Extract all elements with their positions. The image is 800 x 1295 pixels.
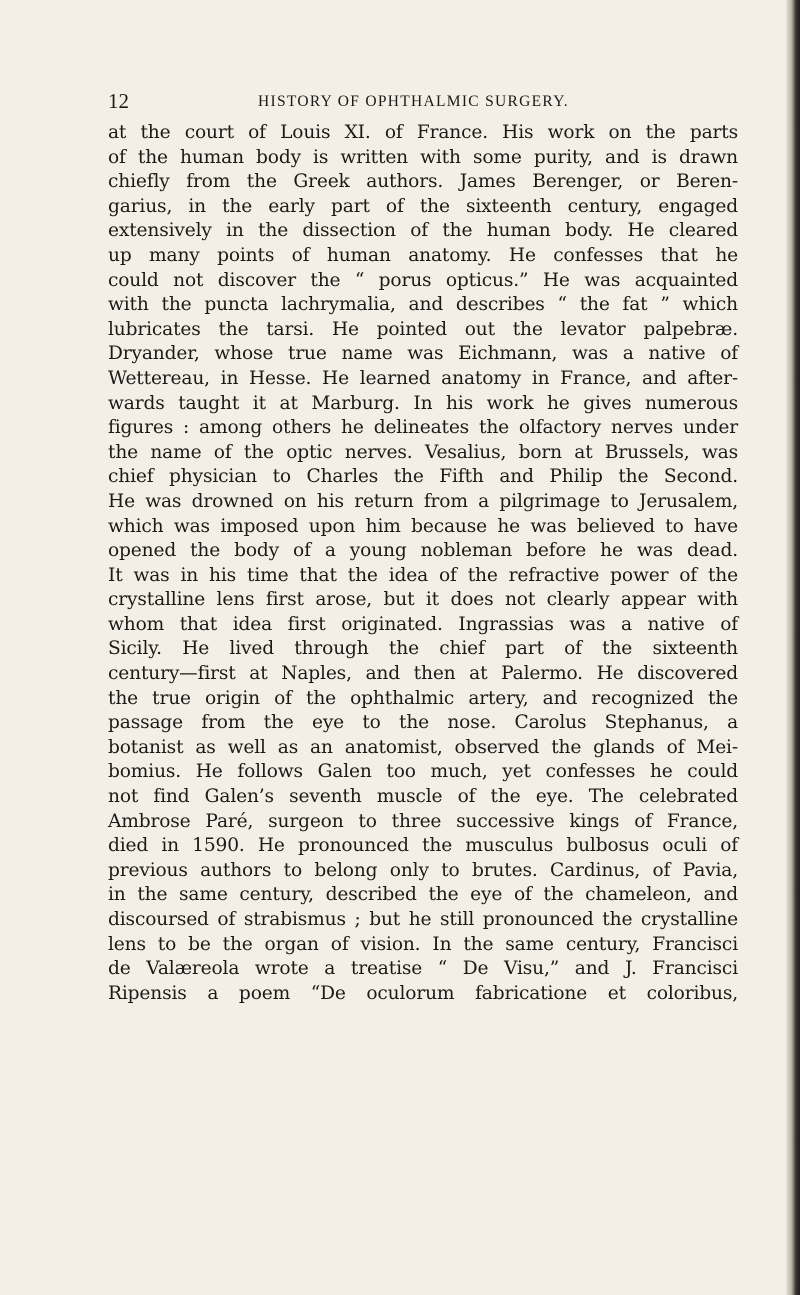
page-header: [108, 88, 718, 114]
text-line: Wettereau, in Hesse. He learned anatomy in France, and after-: [108, 367, 738, 389]
text-line: bomius. He follows Galen too much, yet confesses he could: [108, 761, 738, 783]
text-line: which was imposed upon him because he was believed to have: [108, 515, 738, 537]
text-line: Sicily. He lived through the chief part of the sixteenth: [108, 638, 738, 660]
body-text: [108, 121, 738, 1006]
text-line: de Valæreola wrote a treatise “ De Visu,” and J. Francisci: [108, 958, 738, 980]
text-line: of the human body is written with some purity, and is drawn: [108, 146, 738, 168]
text-line: figures : among others he delineates the olfactory nerves under: [108, 417, 738, 439]
text-line: It was in his time that the idea of the refractive power of the: [108, 564, 738, 586]
text-line: could not discover the “ porus opticus.” He was acquainted: [108, 269, 738, 291]
text-line: lens to be the organ of vision. In the same century, Francisci: [108, 933, 738, 955]
text-line: Dryander, whose true name was Eichmann, was a native of: [108, 343, 738, 365]
text-line: not find Galen’s seventh muscle of the eye. The celebrated: [108, 786, 738, 808]
text-line: garius, in the early part of the sixteenth century, engaged: [108, 195, 738, 217]
running-head: HISTORY OF OPHTHALMIC SURGERY.: [258, 93, 569, 110]
text-line: He was drowned on his return from a pilgrimage to Jerusalem,: [108, 490, 738, 512]
text-line: century—first at Naples, and then at Palermo. He discovered: [108, 663, 738, 685]
text-line: discoursed of strabismus ; but he still pronounced the crystalline: [108, 909, 738, 930]
text-line: whom that idea first originated. Ingrassias was a native of: [108, 613, 738, 635]
text-line: chiefly from the Greek authors. James Berenger, or Beren-: [108, 171, 738, 193]
text-line: passage from the eye to the nose. Carolus Stephanus, a: [108, 712, 738, 734]
text-line: wards taught it at Marburg. In his work he gives numerous: [108, 392, 738, 414]
text-line: the name of the optic nerves. Vesalius, born at Brussels, was: [108, 441, 738, 463]
text-line: Ambrose Paré, surgeon to three successive kings of France,: [108, 810, 738, 832]
text-line: in the same century, described the eye of the chameleon, and: [108, 884, 738, 906]
text-line: died in 1590. He pronounced the musculus bulbosus oculi of: [108, 835, 738, 857]
text-line: crystalline lens first arose, but it does not clearly appear with: [108, 589, 738, 611]
text-line: extensively in the dissection of the human body. He cleared: [108, 220, 738, 242]
text-line: up many points of human anatomy. He confesses that he: [108, 244, 738, 266]
text-line: Ripensis a poem “De oculorum fabricatione et coloribus,: [108, 982, 738, 1004]
text-line: at the court of Louis XI. of France. His work on the parts: [108, 122, 738, 143]
page-edge: [786, 0, 800, 1295]
text-line: lubricates the tarsi. He pointed out the levator palpebræ.: [108, 318, 738, 340]
text-line: opened the body of a young nobleman before he was dead.: [108, 540, 738, 562]
text-line: previous authors to belong only to brutes. Cardinus, of Pavia,: [108, 859, 738, 881]
text-line: the true origin of the ophthalmic artery, and recognized the: [108, 687, 738, 709]
text-line: chief physician to Charles the Fifth and Philip the Second.: [108, 466, 738, 488]
text-line: botanist as well as an anatomist, observed the glands of Mei-: [108, 736, 738, 758]
text-line: with the puncta lachrymalia, and describes “ the fat ” which: [108, 294, 738, 316]
page-number: 12: [108, 89, 129, 113]
